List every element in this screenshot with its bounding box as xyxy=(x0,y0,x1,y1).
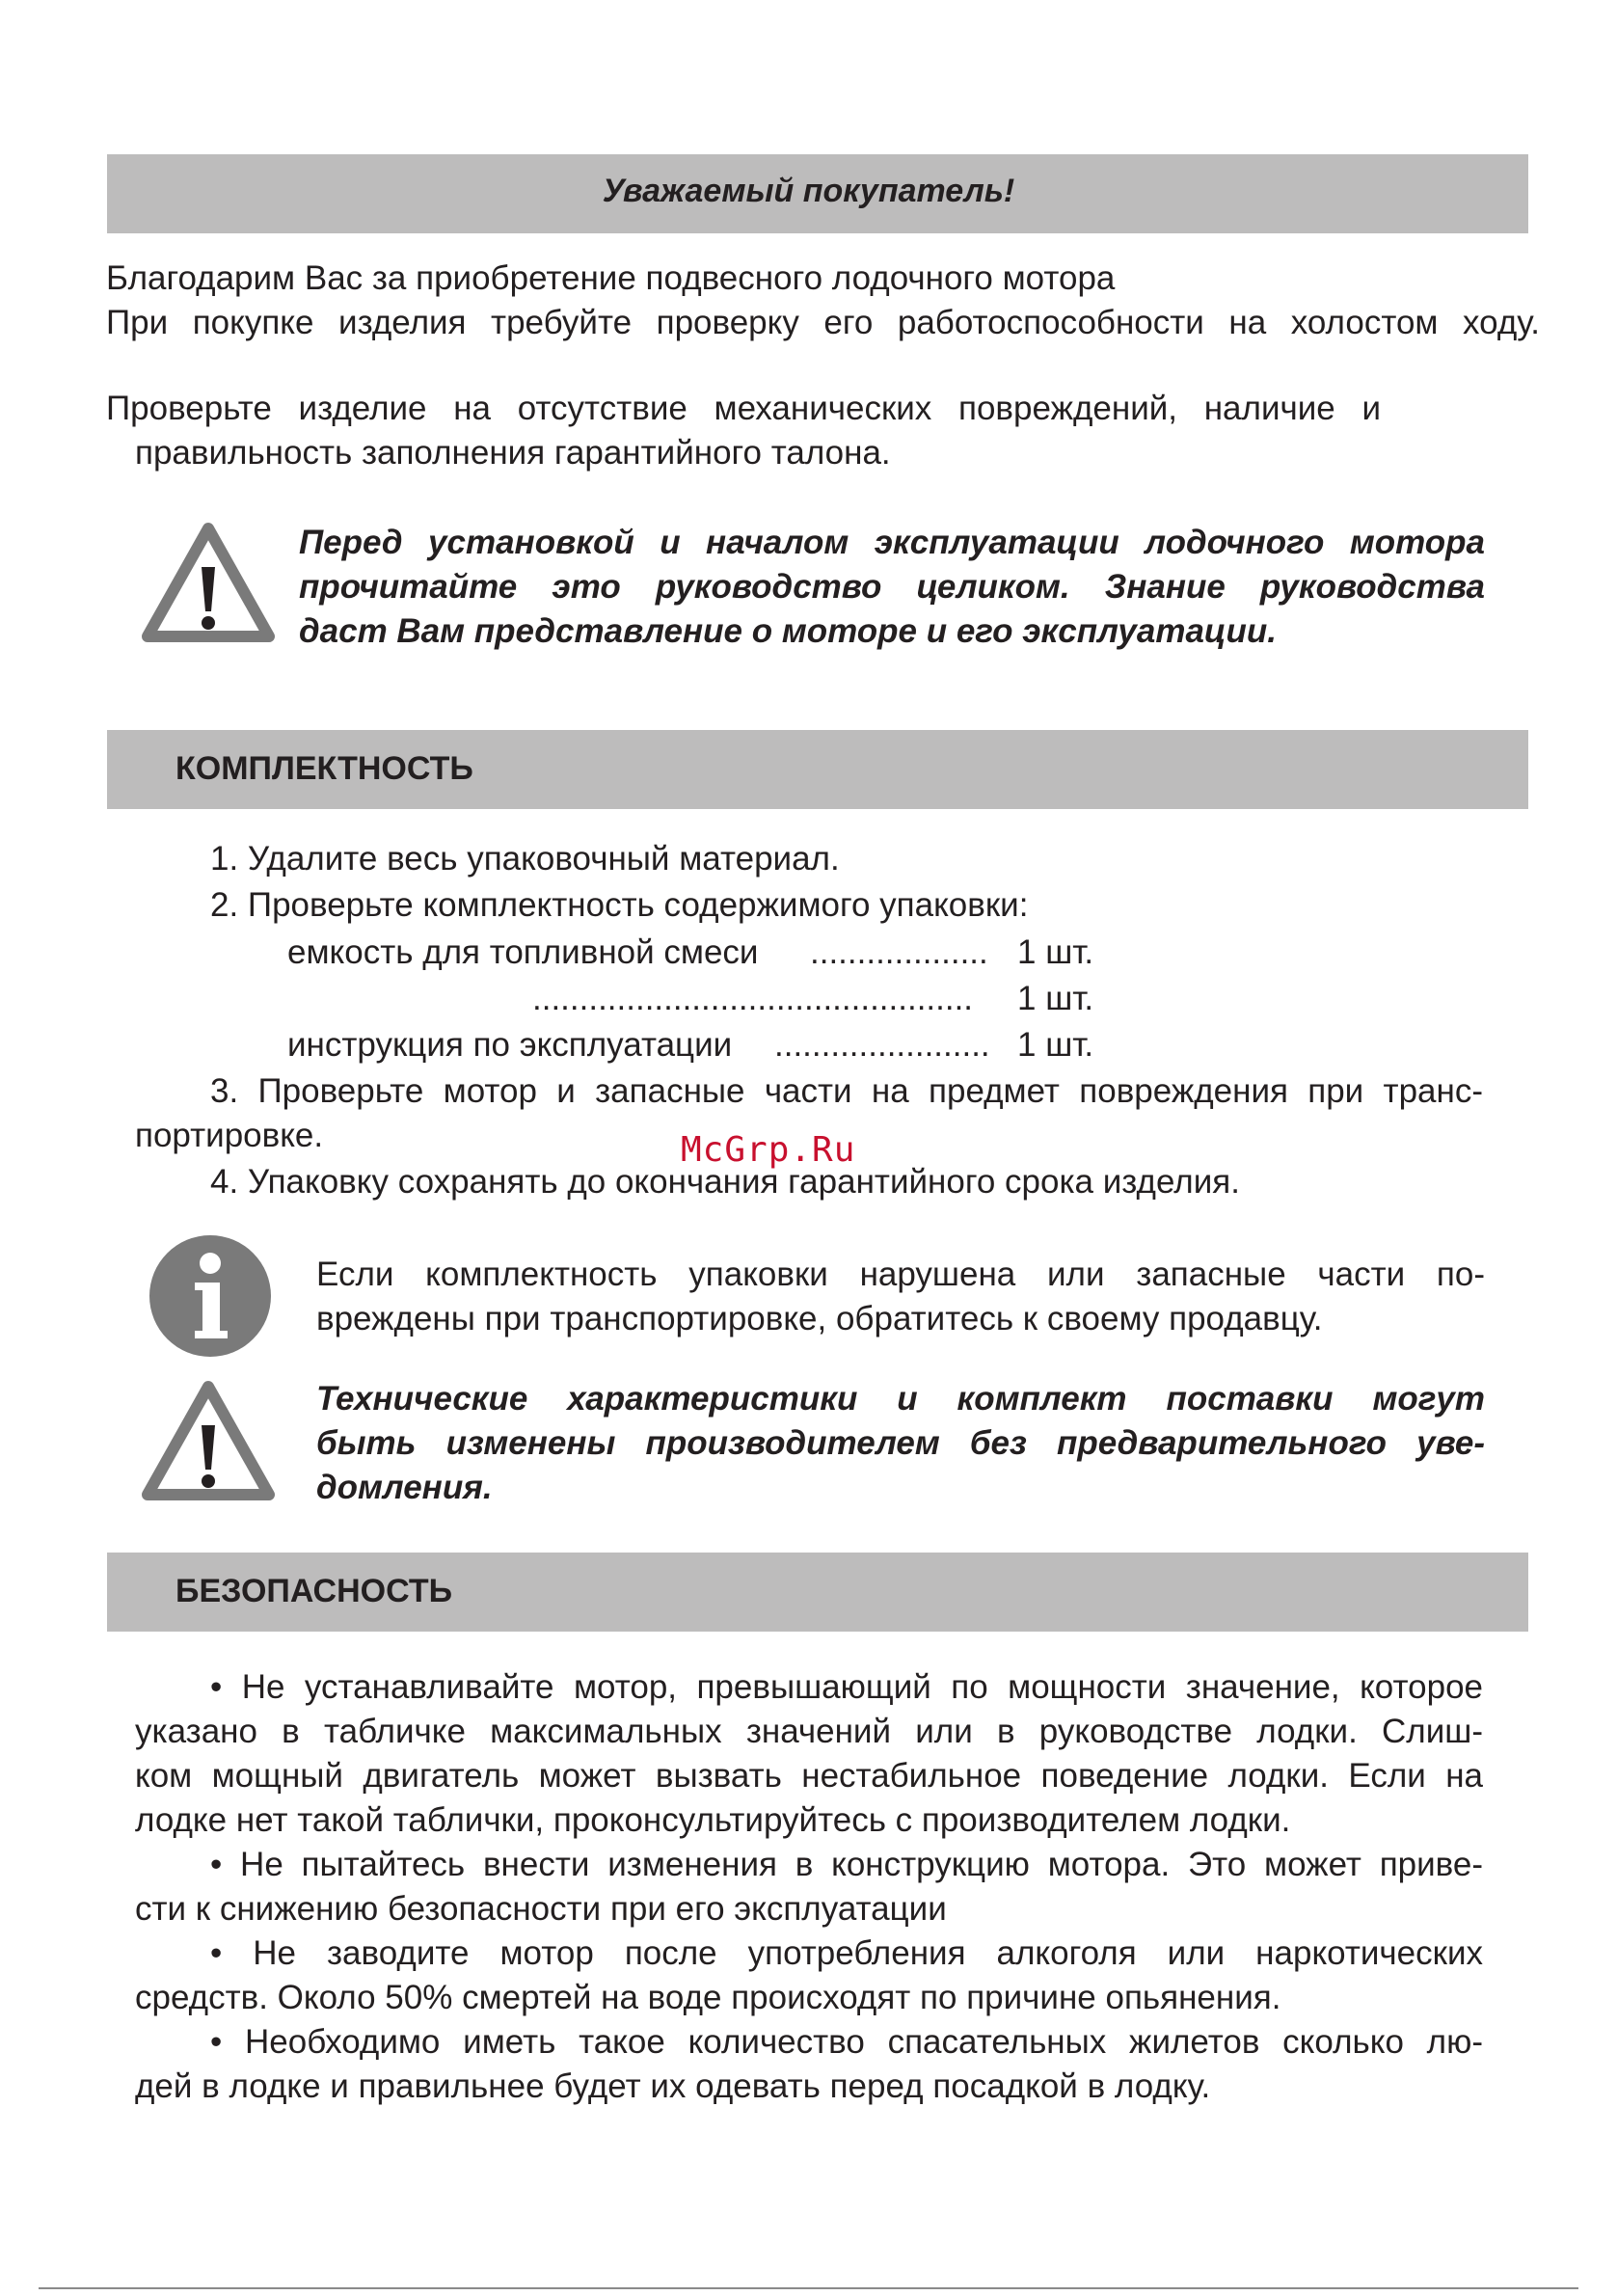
kit-item-qty: 1 шт. xyxy=(1017,980,1094,1017)
step-2: 2. Проверьте комплектность содержимого упаковки: xyxy=(210,886,1029,924)
safety-line: сти к снижению безопасности при его эксплуатации xyxy=(135,1890,947,1928)
watermark: McGrp.Ru xyxy=(681,1130,856,1170)
kit-item-qty: 1 шт. xyxy=(1017,1026,1094,1064)
kit-item-dots: ....................... xyxy=(774,1026,990,1064)
safety-line: лодке нет такой таблички, проконсультируйтесь с производителем лодки. xyxy=(135,1801,1291,1839)
intro-check-line-1: Проверьте изделие на отсутствие механических повреждений, наличие и xyxy=(106,390,1381,427)
info-line-2: вреждены при транспортировке, обратитесь к своему продавцу. xyxy=(316,1300,1323,1337)
step-4: 4. Упаковку сохранять до окончания гарантийного срока изделия. xyxy=(210,1163,1240,1201)
page-title: Уважаемый покупатель! xyxy=(602,173,1015,209)
safety-line: • Не заводите мотор после употребления алкоголя или наркотических xyxy=(210,1934,1483,1972)
safety-line: средств. Около 50% смертей на воде происходят по причине опьянения. xyxy=(135,1979,1281,2016)
kit-item-dots: ................... xyxy=(810,933,988,971)
warning2-line-2: быть изменены производителем без предварительного уве- xyxy=(316,1424,1485,1462)
completeness-title: КОМПЛЕКТНОСТЬ xyxy=(175,750,473,787)
kit-item-name: емкость для топливной смеси xyxy=(287,933,759,971)
warning1-line-1: Перед установкой и началом эксплуатации лодочного мотора xyxy=(299,524,1485,561)
safety-line: ком мощный двигатель может вызвать нестабильное поведение лодки. Если на xyxy=(135,1757,1483,1795)
warning2-line-1: Технические характеристики и комплект поставки могут xyxy=(316,1380,1485,1418)
info-line-1: Если комплектность упаковки нарушена или запасные части по- xyxy=(316,1256,1485,1293)
kit-item-qty: 1 шт. xyxy=(1017,933,1094,971)
safety-line: • Необходимо иметь такое количество спасательных жилетов сколько лю- xyxy=(210,2023,1483,2061)
step-3-line-2: портировке. xyxy=(135,1117,324,1154)
safety-line: дей в лодке и правильнее будет их одевать перед посадкой в лодку. xyxy=(135,2067,1211,2105)
safety-line: указано в табличке максимальных значений или в руководстве лодки. Слиш- xyxy=(135,1713,1483,1750)
safety-line: • Не пытайтесь внести изменения в конструкцию мотора. Это может приве- xyxy=(210,1846,1483,1883)
safety-line: • Не устанавливайте мотор, превышающий по мощности значение, которое xyxy=(210,1668,1483,1706)
warning1-line-2: прочитайте это руководство целиком. Знание руководства xyxy=(299,568,1485,606)
warning-triangle-icon xyxy=(140,1377,277,1504)
warning2-line-3: домления. xyxy=(316,1469,493,1506)
kit-item-dots: ............................................... xyxy=(532,980,974,1017)
kit-item-name: инструкция по эксплуатации xyxy=(287,1026,733,1064)
intro-check-line-2: правильность заполнения гарантийного талона. xyxy=(135,434,891,472)
intro-line-1: Благодарим Вас за приобретение подвесного лодочного мотора xyxy=(106,259,1116,297)
safety-title: БЕЗОПАСНОСТЬ xyxy=(175,1573,453,1609)
warning-triangle-icon xyxy=(140,519,277,646)
intro-line-2: При покупке изделия требуйте проверку его работоспособности на холостом ходу. xyxy=(106,304,1540,341)
step-1: 1. Удалите весь упаковочный материал. xyxy=(210,840,840,878)
warning1-line-3: даст Вам представление о моторе и его эксплуатации. xyxy=(299,612,1278,650)
info-icon xyxy=(148,1234,272,1358)
footer-divider xyxy=(39,2287,1578,2289)
step-3-line-1: 3. Проверьте мотор и запасные части на предмет повреждения при транс- xyxy=(210,1072,1483,1110)
